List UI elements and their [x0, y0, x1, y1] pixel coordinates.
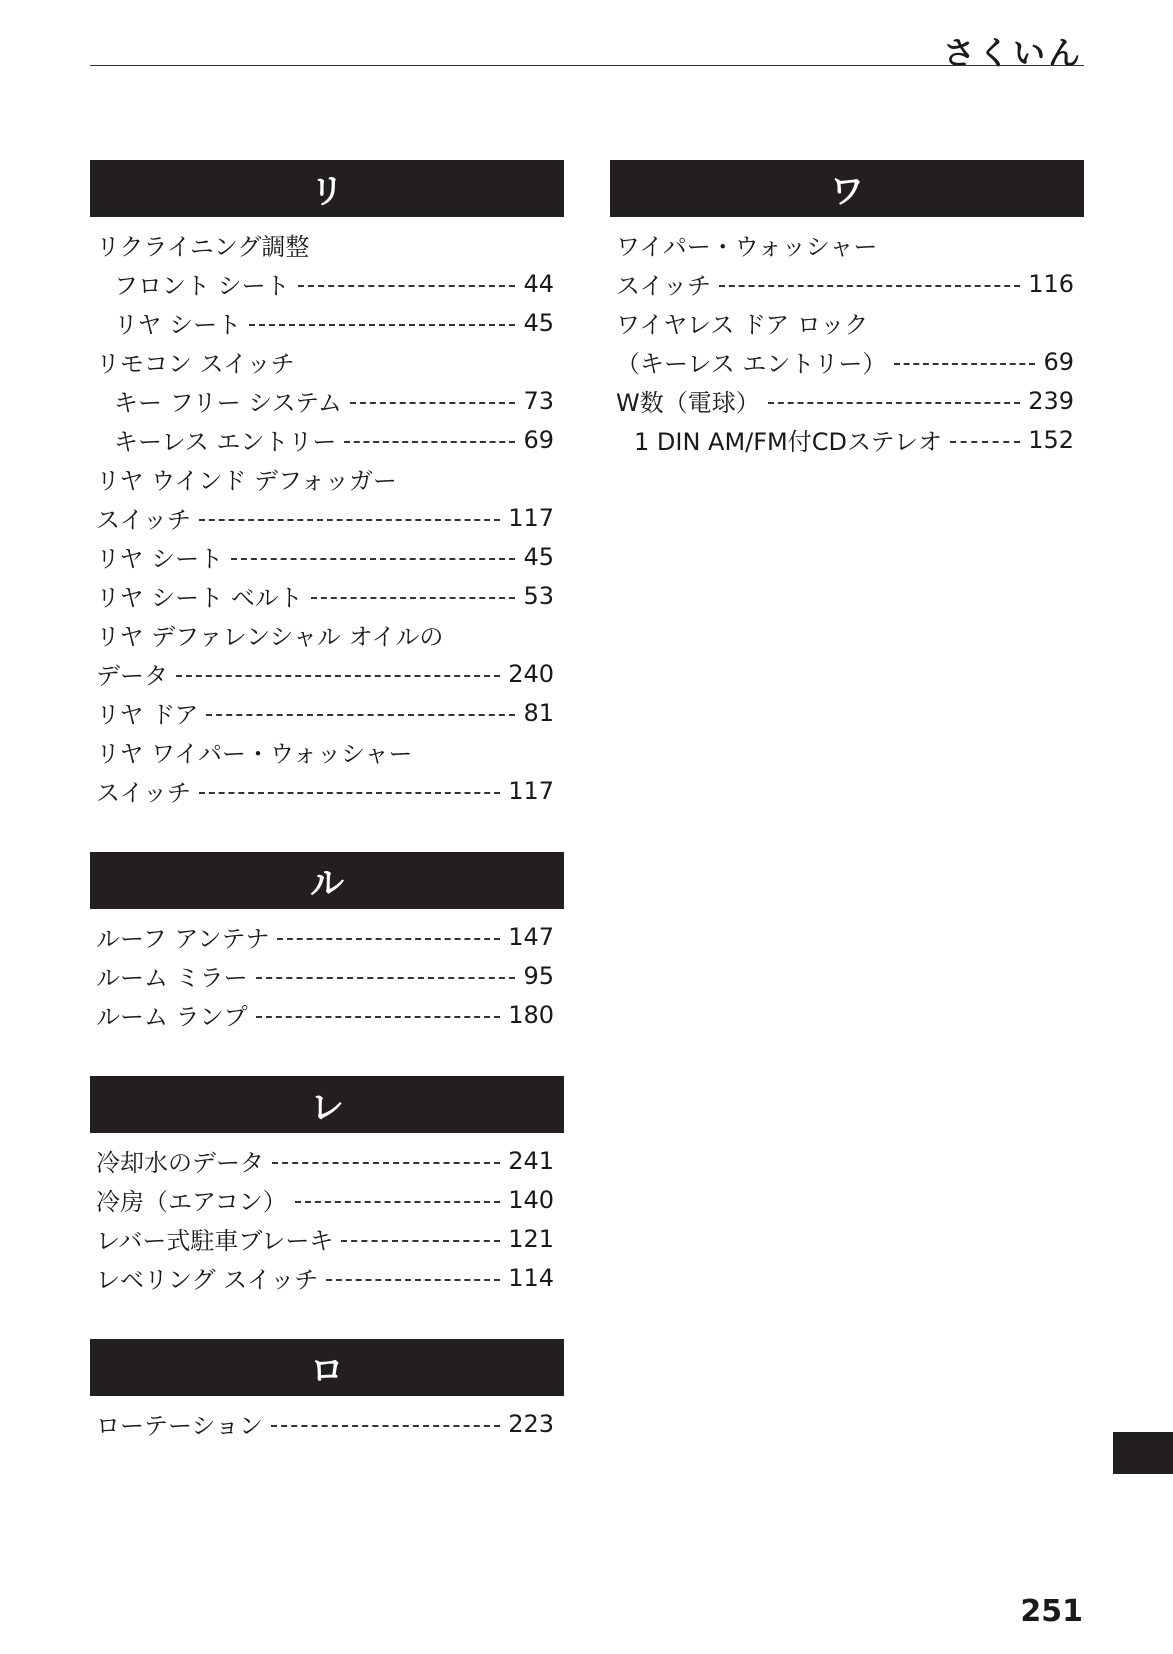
index-entry [90, 732, 564, 771]
index-column-left [90, 160, 564, 1485]
section-heading: ロ [90, 1339, 564, 1396]
dot-leader [206, 714, 515, 716]
entry-label: スイッチ [96, 506, 192, 534]
entry-page-number: 73 [523, 386, 554, 415]
entry-label: ワイヤレス ドア ロック [616, 311, 869, 339]
entry-page-number: 45 [523, 542, 554, 571]
entry-label: ルーフ アンテナ [96, 925, 270, 953]
dot-leader [350, 402, 516, 404]
entry-label: 冷房（エアコン） [96, 1188, 287, 1216]
page-title: さくいん [942, 34, 1083, 72]
entry-label: ローテーション [96, 1412, 264, 1440]
entry-page-number: 69 [523, 425, 554, 454]
entry-page-number: 116 [1028, 269, 1074, 298]
entry-list [90, 1396, 564, 1443]
entry-label: リヤ ワイパー・ウォッシャー [96, 740, 413, 768]
index-column-right [610, 160, 1084, 501]
entry-list [90, 217, 564, 810]
entry-label: ルーム ランプ [96, 1003, 248, 1031]
entry-page-number: 121 [508, 1224, 554, 1253]
entry-label: リヤ デファレンシャル オイルの [96, 623, 444, 651]
dot-leader [199, 792, 500, 794]
entry-label: リヤ シート ベルト [96, 584, 303, 612]
dot-leader [341, 1240, 500, 1242]
index-entry [610, 381, 1084, 420]
index-entry [90, 771, 564, 810]
dot-leader [277, 938, 500, 940]
dot-leader [326, 1279, 500, 1281]
entry-page-number: 223 [508, 1409, 554, 1438]
page-number: 251 [1020, 1594, 1083, 1629]
index-entry [90, 420, 564, 459]
index-section [90, 1339, 564, 1443]
entry-page-number: 239 [1028, 386, 1074, 415]
index-section [610, 160, 1084, 459]
entry-label: リヤ ウインド デフォッガー [96, 467, 397, 495]
index-entry [90, 1141, 564, 1180]
index-entry [610, 342, 1084, 381]
entry-page-number: 117 [508, 503, 554, 532]
index-entry [90, 303, 564, 342]
entry-label: W数（電球） [616, 389, 760, 417]
section-heading: ル [90, 852, 564, 909]
dot-leader [231, 558, 515, 560]
dot-leader [272, 1162, 500, 1164]
entry-label: （キーレス エントリー） [616, 350, 887, 378]
dot-leader [176, 675, 500, 677]
entry-label: リクライニング調整 [96, 233, 310, 261]
index-entry [90, 342, 564, 381]
entry-label: キーレス エントリー [114, 428, 337, 456]
index-section [90, 160, 564, 810]
dot-leader [719, 285, 1020, 287]
entry-page-number: 44 [523, 269, 554, 298]
index-entry [610, 264, 1084, 303]
index-entry [90, 576, 564, 615]
entry-page-number: 241 [508, 1146, 554, 1175]
entry-label: データ [96, 662, 168, 690]
dot-leader [344, 441, 515, 443]
dot-leader [256, 977, 516, 979]
dot-leader [768, 402, 1020, 404]
entry-list [90, 909, 564, 1034]
dot-leader [295, 1201, 500, 1203]
entry-page-number: 69 [1043, 347, 1074, 376]
entry-page-number: 140 [508, 1185, 554, 1214]
index-entry [90, 225, 564, 264]
index-entry [610, 225, 1084, 264]
index-entry [90, 1219, 564, 1258]
entry-page-number: 180 [508, 1000, 554, 1029]
header-divider [90, 65, 1084, 66]
dot-leader [256, 1016, 501, 1018]
entry-page-number: 240 [508, 659, 554, 688]
entry-label: スイッチ [96, 779, 192, 807]
entry-page-number: 81 [523, 698, 554, 727]
entry-label: リモコン スイッチ [96, 350, 295, 378]
index-entry [90, 459, 564, 498]
entry-page-number: 152 [1028, 425, 1074, 454]
index-entry [90, 498, 564, 537]
entry-label: キー フリー システム [114, 389, 342, 417]
entry-page-number: 147 [508, 922, 554, 951]
entry-label: フロント シート [114, 272, 290, 300]
entry-label: レベリング スイッチ [96, 1266, 319, 1294]
dot-leader [199, 519, 500, 521]
index-entry [90, 1180, 564, 1219]
entry-label: リヤ ドア [96, 701, 199, 729]
dot-leader [950, 441, 1020, 443]
entry-label: レバー式駐車ブレーキ [96, 1227, 334, 1255]
index-entry [90, 381, 564, 420]
index-section [90, 1076, 564, 1297]
index-entry [610, 303, 1084, 342]
entry-label: ワイパー・ウォッシャー [616, 233, 878, 261]
entry-page-number: 45 [523, 308, 554, 337]
index-entry [90, 654, 564, 693]
dot-leader [249, 324, 515, 326]
entry-label: リヤ シート [96, 545, 224, 573]
dot-leader [298, 285, 516, 287]
index-entry [90, 995, 564, 1034]
index-entry [90, 693, 564, 732]
chapter-tab-marker [1113, 1432, 1173, 1474]
section-heading: リ [90, 160, 564, 217]
entry-label: 1 DIN AM/FM付CDステレオ [634, 428, 943, 456]
dot-leader [271, 1425, 500, 1427]
entry-page-number: 95 [523, 961, 554, 990]
entry-label: 冷却水のデータ [96, 1149, 264, 1177]
entry-label: スイッチ [616, 272, 712, 300]
index-entry [90, 917, 564, 956]
section-heading: ワ [610, 160, 1084, 217]
index-section [90, 852, 564, 1034]
index-entry [610, 420, 1084, 459]
index-entry [90, 615, 564, 654]
index-entry [90, 1404, 564, 1443]
index-entry [90, 264, 564, 303]
dot-leader [311, 597, 516, 599]
entry-label: ルーム ミラー [96, 964, 248, 992]
entry-page-number: 117 [508, 776, 554, 805]
index-entry [90, 956, 564, 995]
entry-label: リヤ シート [114, 311, 242, 339]
entry-page-number: 114 [508, 1263, 554, 1292]
index-entry [90, 537, 564, 576]
entry-page-number: 53 [523, 581, 554, 610]
entry-list [90, 1133, 564, 1297]
entry-list [610, 217, 1084, 459]
section-heading: レ [90, 1076, 564, 1133]
index-entry [90, 1258, 564, 1297]
dot-leader [894, 363, 1035, 365]
